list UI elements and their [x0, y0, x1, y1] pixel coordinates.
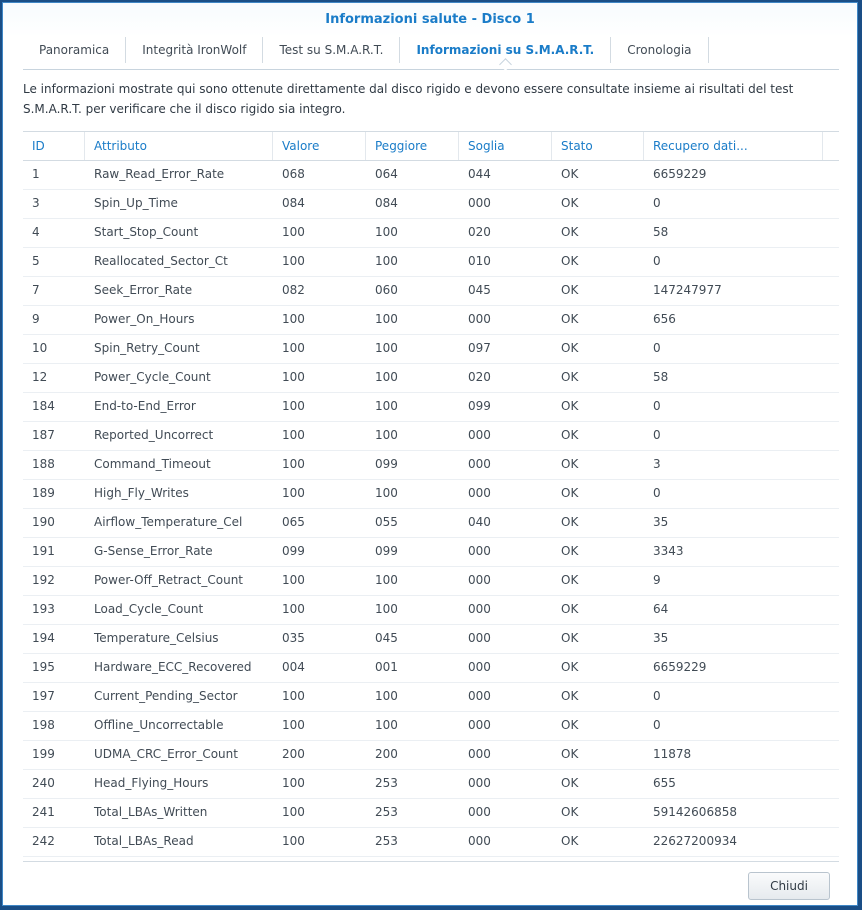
cell-status: OK: [561, 167, 579, 181]
cell-id: 12: [32, 370, 48, 384]
table-row[interactable]: [23, 799, 839, 828]
cell-attribute: Current_Pending_Sector: [94, 689, 238, 703]
cell-id: 194: [32, 631, 55, 645]
cell-raw-data: 35: [653, 631, 669, 645]
cell-status: OK: [561, 341, 579, 355]
cell-id: 187: [32, 428, 55, 442]
cell-worst: 060: [375, 283, 398, 297]
cell-status: OK: [561, 602, 579, 616]
cell-id: 197: [32, 689, 55, 703]
cell-value: 084: [282, 196, 305, 210]
cell-worst: 100: [375, 341, 398, 355]
cell-raw-data: 3: [653, 457, 661, 471]
cell-status: OK: [561, 805, 579, 819]
cell-value: 100: [282, 225, 305, 239]
cell-raw-data: 655: [653, 776, 676, 790]
cell-id: 1: [32, 167, 40, 181]
cell-attribute: Hardware_ECC_Recovered: [94, 660, 252, 674]
column-header-threshold[interactable]: Soglia: [459, 132, 552, 160]
cell-id: 242: [32, 834, 55, 848]
cell-threshold: 099: [468, 399, 491, 413]
table-row[interactable]: [23, 219, 839, 248]
cell-status: OK: [561, 776, 579, 790]
cell-id: 9: [32, 312, 40, 326]
cell-value: 100: [282, 573, 305, 587]
cell-raw-data: 656: [653, 312, 676, 326]
column-header-spacer: [823, 132, 839, 160]
table-row[interactable]: [23, 364, 839, 393]
cell-threshold: 010: [468, 254, 491, 268]
cell-attribute: G-Sense_Error_Rate: [94, 544, 213, 558]
cell-worst: 100: [375, 486, 398, 500]
cell-worst: 253: [375, 805, 398, 819]
cell-status: OK: [561, 747, 579, 761]
cell-raw-data: 6659229: [653, 660, 707, 674]
cell-attribute: Raw_Read_Error_Rate: [94, 167, 225, 181]
cell-status: OK: [561, 457, 579, 471]
cell-status: OK: [561, 631, 579, 645]
cell-id: 3: [32, 196, 40, 210]
cell-raw-data: 0: [653, 341, 661, 355]
cell-id: 193: [32, 602, 55, 616]
cell-id: 195: [32, 660, 55, 674]
cell-raw-data: 9: [653, 573, 661, 587]
table-row[interactable]: [23, 422, 839, 451]
tab-bar: [23, 37, 839, 70]
cell-worst: 100: [375, 718, 398, 732]
cell-threshold: 000: [468, 544, 491, 558]
cell-id: 241: [32, 805, 55, 819]
table-row[interactable]: [23, 625, 839, 654]
smart-attributes-table: [23, 131, 839, 857]
cell-threshold: 000: [468, 631, 491, 645]
cell-id: 5: [32, 254, 40, 268]
cell-worst: 100: [375, 254, 398, 268]
cell-attribute: Spin_Retry_Count: [94, 341, 200, 355]
cell-status: OK: [561, 312, 579, 326]
cell-status: OK: [561, 225, 579, 239]
tab-history[interactable]: Cronologia: [611, 37, 708, 63]
table-row[interactable]: [23, 393, 839, 422]
table-row[interactable]: [23, 335, 839, 364]
cell-value: 100: [282, 428, 305, 442]
column-header-id[interactable]: ID: [23, 132, 85, 160]
cell-raw-data: 0: [653, 428, 661, 442]
cell-worst: 100: [375, 225, 398, 239]
cell-status: OK: [561, 515, 579, 529]
cell-attribute: Reported_Uncorrect: [94, 428, 214, 442]
table-row[interactable]: [23, 451, 839, 480]
cell-worst: 100: [375, 602, 398, 616]
cell-worst: 001: [375, 660, 398, 674]
health-info-dialog: [2, 2, 858, 906]
cell-value: 035: [282, 631, 305, 645]
table-row[interactable]: [23, 683, 839, 712]
cell-worst: 100: [375, 689, 398, 703]
close-button[interactable]: Chiudi: [748, 872, 830, 900]
cell-attribute: Total_LBAs_Written: [94, 805, 208, 819]
cell-raw-data: 58: [653, 370, 669, 384]
table-row[interactable]: [23, 277, 839, 306]
cell-worst: 055: [375, 515, 398, 529]
cell-attribute: Temperature_Celsius: [94, 631, 219, 645]
cell-worst: 253: [375, 834, 398, 848]
cell-id: 184: [32, 399, 55, 413]
cell-id: 240: [32, 776, 55, 790]
cell-raw-data: 0: [653, 689, 661, 703]
cell-threshold: 000: [468, 689, 491, 703]
cell-attribute: Airflow_Temperature_Cel: [94, 515, 243, 529]
cell-value: 004: [282, 660, 305, 674]
cell-raw-data: 59142606858: [653, 805, 737, 819]
cell-threshold: 000: [468, 428, 491, 442]
cell-status: OK: [561, 660, 579, 674]
cell-value: 100: [282, 718, 305, 732]
cell-threshold: 040: [468, 515, 491, 529]
cell-raw-data: 35: [653, 515, 669, 529]
table-row[interactable]: [23, 712, 839, 741]
column-header-status[interactable]: Stato: [552, 132, 644, 160]
cell-attribute: Spin_Up_Time: [94, 196, 178, 210]
cell-id: 191: [32, 544, 55, 558]
table-row[interactable]: [23, 741, 839, 770]
cell-attribute: UDMA_CRC_Error_Count: [94, 747, 238, 761]
cell-threshold: 000: [468, 718, 491, 732]
cell-value: 100: [282, 312, 305, 326]
cell-threshold: 020: [468, 370, 491, 384]
cell-attribute: Power_On_Hours: [94, 312, 195, 326]
column-header-attribute[interactable]: Attributo: [85, 132, 273, 160]
tab-overview[interactable]: Panoramica: [23, 37, 126, 63]
cell-value: 200: [282, 747, 305, 761]
cell-attribute: Load_Cycle_Count: [94, 602, 204, 616]
table-row[interactable]: [23, 161, 839, 190]
tab-ironwolf-health[interactable]: Integrità IronWolf: [126, 37, 263, 63]
cell-worst: 100: [375, 399, 398, 413]
dialog-title: Informazioni salute - Disco 1: [3, 3, 857, 37]
table-row[interactable]: [23, 509, 839, 538]
cell-raw-data: 0: [653, 718, 661, 732]
table-row[interactable]: [23, 306, 839, 335]
column-header-value[interactable]: Valore: [273, 132, 366, 160]
table-row[interactable]: [23, 596, 839, 625]
cell-raw-data: 0: [653, 254, 661, 268]
cell-attribute: Command_Timeout: [94, 457, 211, 471]
table-row[interactable]: [23, 567, 839, 596]
cell-value: 100: [282, 486, 305, 500]
cell-value: 065: [282, 515, 305, 529]
cell-value: 100: [282, 834, 305, 848]
cell-raw-data: 58: [653, 225, 669, 239]
cell-threshold: 000: [468, 573, 491, 587]
table-row[interactable]: [23, 770, 839, 799]
cell-value: 099: [282, 544, 305, 558]
cell-threshold: 000: [468, 747, 491, 761]
cell-status: OK: [561, 573, 579, 587]
cell-threshold: 097: [468, 341, 491, 355]
cell-attribute: Power_Cycle_Count: [94, 370, 211, 384]
table-row[interactable]: [23, 190, 839, 219]
cell-worst: 100: [375, 428, 398, 442]
cell-status: OK: [561, 486, 579, 500]
cell-threshold: 000: [468, 834, 491, 848]
cell-attribute: Start_Stop_Count: [94, 225, 199, 239]
cell-status: OK: [561, 834, 579, 848]
tab-smart-info[interactable]: Informazioni su S.M.A.R.T.: [400, 37, 611, 63]
cell-worst: 045: [375, 631, 398, 645]
cell-attribute: Offline_Uncorrectable: [94, 718, 224, 732]
description-text: Le informazioni mostrate qui sono ottenute direttamente dal disco rigido e devono essere consultate insieme ai risultati del test S.M.A.R.T. per verificare che il disco rigido sia integro.: [23, 82, 794, 116]
cell-worst: 099: [375, 457, 398, 471]
cell-threshold: 000: [468, 312, 491, 326]
cell-worst: 100: [375, 573, 398, 587]
cell-id: 10: [32, 341, 48, 355]
cell-worst: 100: [375, 370, 398, 384]
cell-threshold: 000: [468, 486, 491, 500]
cell-status: OK: [561, 254, 579, 268]
cell-raw-data: 64: [653, 602, 669, 616]
cell-status: OK: [561, 196, 579, 210]
footer-divider: [23, 861, 839, 862]
cell-attribute: Head_Flying_Hours: [94, 776, 209, 790]
cell-worst: 100: [375, 312, 398, 326]
cell-raw-data: 6659229: [653, 167, 707, 181]
cell-threshold: 045: [468, 283, 491, 297]
cell-raw-data: 11878: [653, 747, 692, 761]
cell-worst: 084: [375, 196, 398, 210]
cell-id: 189: [32, 486, 55, 500]
cell-worst: 253: [375, 776, 398, 790]
cell-raw-data: 0: [653, 486, 661, 500]
cell-id: 192: [32, 573, 55, 587]
cell-threshold: 000: [468, 660, 491, 674]
cell-attribute: End-to-End_Error: [94, 399, 196, 413]
cell-attribute: Seek_Error_Rate: [94, 283, 193, 297]
cell-worst: 064: [375, 167, 398, 181]
cell-status: OK: [561, 544, 579, 558]
cell-value: 100: [282, 602, 305, 616]
column-header-worst[interactable]: Peggiore: [366, 132, 459, 160]
cell-value: 100: [282, 370, 305, 384]
cell-worst: 099: [375, 544, 398, 558]
cell-value: 100: [282, 457, 305, 471]
cell-threshold: 020: [468, 225, 491, 239]
cell-value: 082: [282, 283, 305, 297]
table-row[interactable]: [23, 538, 839, 567]
cell-attribute: Power-Off_Retract_Count: [94, 573, 244, 587]
cell-threshold: 000: [468, 457, 491, 471]
table-row[interactable]: [23, 480, 839, 509]
cell-worst: 200: [375, 747, 398, 761]
cell-value: 100: [282, 689, 305, 703]
cell-status: OK: [561, 283, 579, 297]
cell-raw-data: 147247977: [653, 283, 722, 297]
table-body: [23, 161, 839, 857]
cell-threshold: 000: [468, 776, 491, 790]
cell-threshold: 044: [468, 167, 491, 181]
cell-value: 100: [282, 399, 305, 413]
cell-value: 100: [282, 341, 305, 355]
cell-value: 100: [282, 254, 305, 268]
cell-threshold: 000: [468, 602, 491, 616]
table-row[interactable]: [23, 828, 839, 857]
cell-attribute: High_Fly_Writes: [94, 486, 189, 500]
cell-id: 7: [32, 283, 40, 297]
cell-id: 4: [32, 225, 40, 239]
cell-value: 100: [282, 805, 305, 819]
column-header-raw-data[interactable]: Recupero dati...: [644, 132, 823, 160]
cell-value: 100: [282, 776, 305, 790]
cell-raw-data: 0: [653, 399, 661, 413]
cell-status: OK: [561, 718, 579, 732]
table-row[interactable]: [23, 654, 839, 683]
table-row[interactable]: [23, 248, 839, 277]
cell-threshold: 000: [468, 196, 491, 210]
cell-attribute: Reallocated_Sector_Ct: [94, 254, 228, 268]
cell-status: OK: [561, 370, 579, 384]
cell-id: 188: [32, 457, 55, 471]
cell-status: OK: [561, 689, 579, 703]
cell-attribute: Total_LBAs_Read: [94, 834, 194, 848]
cell-id: 190: [32, 515, 55, 529]
cell-status: OK: [561, 428, 579, 442]
table-header: [23, 132, 839, 161]
cell-raw-data: 0: [653, 196, 661, 210]
cell-status: OK: [561, 399, 579, 413]
cell-raw-data: 22627200934: [653, 834, 737, 848]
cell-id: 199: [32, 747, 55, 761]
cell-id: 198: [32, 718, 55, 732]
cell-value: 068: [282, 167, 305, 181]
tab-smart-test[interactable]: Test su S.M.A.R.T.: [263, 37, 400, 63]
cell-raw-data: 3343: [653, 544, 684, 558]
cell-threshold: 000: [468, 805, 491, 819]
